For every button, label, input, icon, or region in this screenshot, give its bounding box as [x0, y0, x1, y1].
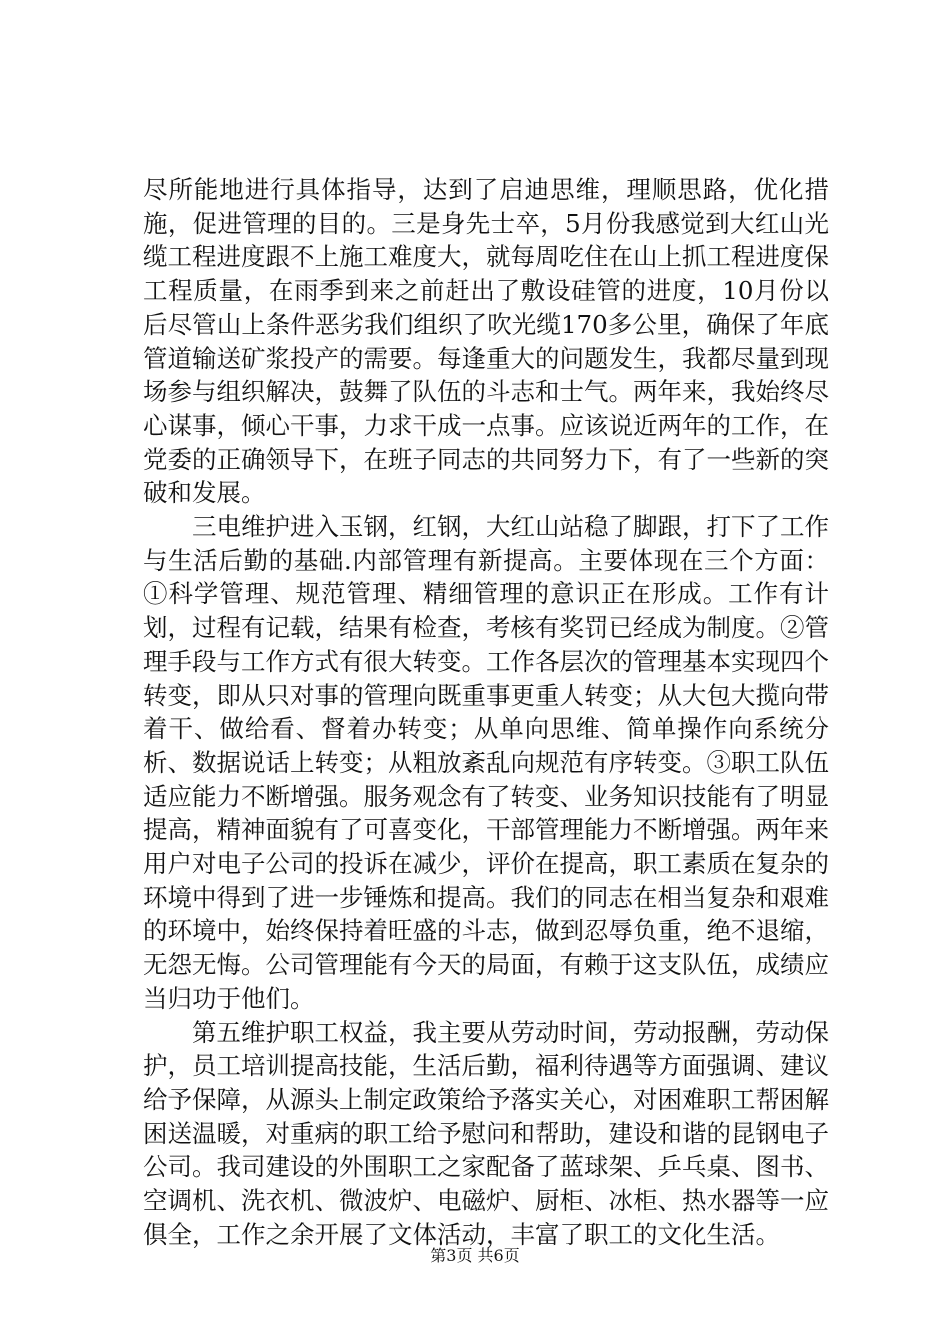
paragraph-3: 第五维护职工权益，我主要从劳动时间，劳动报酬，劳动保护，员工培训提高技能，生活后勤，福利待遇等方面强调、建议给予保障，从源头上制定政策给予落实关心，对困难职工帮困解困送温暖，对重病的职工给予慰问和帮助，建设和谐的昆钢电子公司。我司建设的外围职工之家配备了蓝球架、乒乓桌、图书、空调机、洗衣机、微波炉、电磁炉、厨柜、冰柜、热水器等一应俱全，工作之余开展了文体活动，丰富了职工的文化生活。 [143, 1017, 829, 1249]
paragraph-1: 尽所能地进行具体指导，达到了启迪思维，理顺思路，优化措施，促进管理的目的。三是身先士卒，5月份我感觉到大红山光缆工程进度跟不上施工难度大，就每周吃住在山上抓工程进度保工程质量，在雨季到来之前赶出了敷设硅管的进度，10月份以后尽管山上条件恶劣我们组织了吹光缆170多公里，确保了年底管道输送矿浆投产的需要。每逢重大的问题发生，我都尽量到现场参与组织解决，鼓舞了队伍的斗志和士气。两年来，我始终尽心谋事，倾心干事，力求干成一点事。应该说近两年的工作，在党委的正确领导下，在班子同志的共同努力下，有了一些新的突破和发展。 [143, 175, 829, 508]
page-footer: 第3页 共6页 [430, 1246, 520, 1265]
paragraph-2: 三电维护进入玉钢，红钢，大红山站稳了脚跟，打下了工作与生活后勤的基础.内部管理有新提高。主要体现在三个方面：①科学管理、规范管理、精细管理的意识正在形成。工作有计划，过程有记载，结果有检查，考核有奖罚已经成为制度。②管理手段与工作方式有很大转变。工作各层次的管理基本实现四个转变，即从只对事的管理向既重事更重人转变；从大包大揽向带着干、做给看、督着办转变；从单向思维、简单操作向系统分析、数据说话上转变；从粗放紊乱向规范有序转变。③职工队伍适应能力不断增强。服务观念有了转变、业务知识技能有了明显提高，精神面貌有了可喜变化，干部管理能力不断增强。两年来用户对电子公司的投诉在减少，评价在提高，职工素质在复杂的环境中得到了进一步锤炼和提高。我们的同志在相当复杂和艰难的环境中，始终保持着旺盛的斗志，做到忍辱负重，绝不退缩，无怨无悔。公司管理能有今天的局面，有赖于这支队伍，成绩应当归功于他们。 [143, 512, 829, 1013]
document-body [143, 173, 829, 1252]
